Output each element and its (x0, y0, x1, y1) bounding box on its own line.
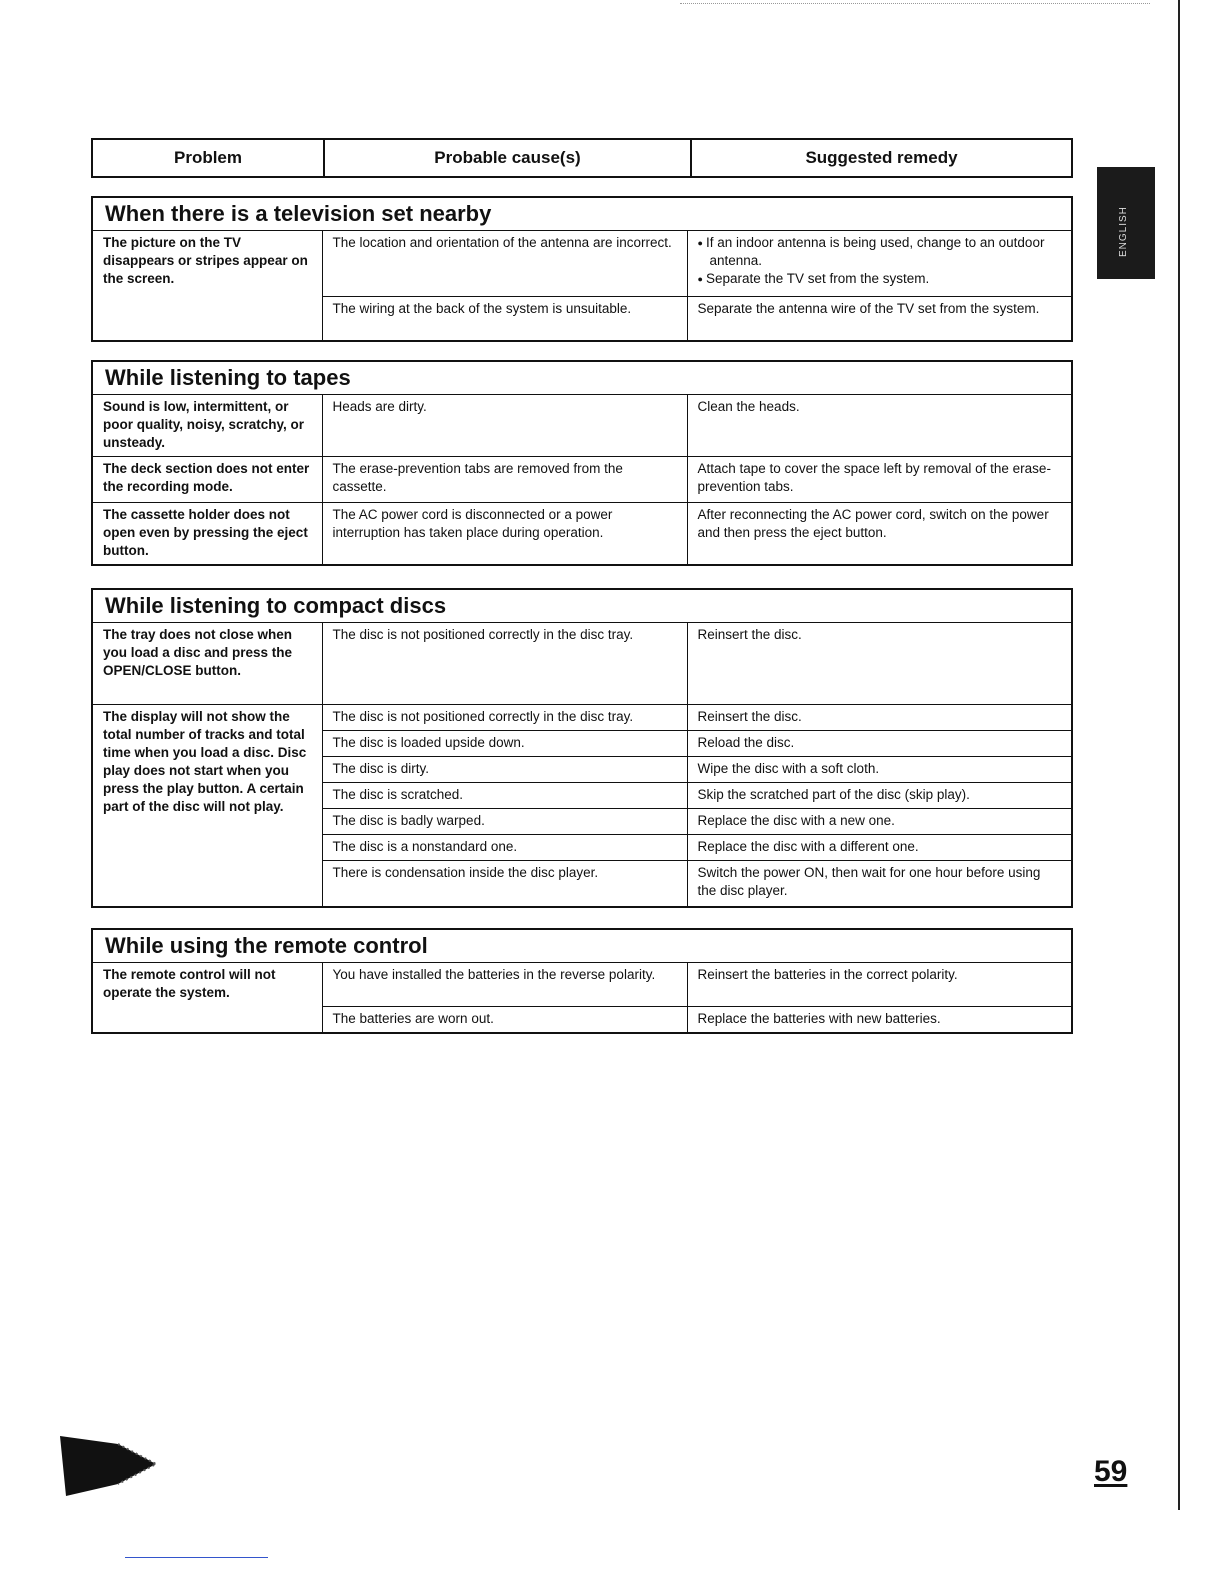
section-tv (91, 196, 1073, 342)
cause-cell: The disc is loaded upside down. (322, 731, 687, 757)
remedy-cell: Reinsert the disc. (687, 705, 1072, 731)
remedy-cell: Reinsert the batteries in the correct polarity. (687, 963, 1072, 1007)
problem-cell: The remote control will not operate the system. (92, 963, 322, 1034)
remedy-cell: Attach tape to cover the space left by removal of the erase-prevention tabs. (687, 457, 1072, 503)
remedy-cell: Replace the batteries with new batteries. (687, 1007, 1072, 1034)
remedy-cell: Wipe the disc with a soft cloth. (687, 757, 1072, 783)
section-title: When there is a television set nearby (92, 197, 1072, 231)
remedy-bullet: ● Separate the TV set from the system. (698, 270, 1062, 288)
header-remedy: Suggested remedy (805, 148, 958, 167)
section-title: While listening to tapes (92, 361, 1072, 395)
remedy-cell: Replace the disc with a new one. (687, 809, 1072, 835)
cause-cell: The disc is not positioned correctly in the disc tray. (322, 623, 687, 705)
cause-cell: The batteries are worn out. (322, 1007, 687, 1034)
remedy-cell: After reconnecting the AC power cord, switch on the power and then press the eject button. (687, 503, 1072, 566)
header-cause: Probable cause(s) (325, 140, 692, 176)
column-header (91, 138, 1073, 178)
remedy-cell: Reinsert the disc. (687, 623, 1072, 705)
cause-cell: The disc is a nonstandard one. (322, 835, 687, 861)
section-tapes (91, 360, 1073, 566)
problem-cell: The tray does not close when you load a disc and press the OPEN/CLOSE button. (92, 623, 322, 705)
cause-cell: You have installed the batteries in the reverse polarity. (322, 963, 687, 1007)
cause-cell: The location and orientation of the antenna are incorrect. (322, 231, 687, 297)
header-problem: Problem (93, 140, 325, 176)
cause-cell: Heads are dirty. (322, 395, 687, 457)
problem-cell: The picture on the TV disappears or stripes appear on the screen. (92, 231, 322, 341)
remedy-cell: Clean the heads. (687, 395, 1072, 457)
cause-cell: The disc is not positioned correctly in the disc tray. (322, 705, 687, 731)
cause-cell: There is condensation inside the disc player. (322, 861, 687, 907)
cause-cell: The erase-prevention tabs are removed from the cassette. (322, 457, 687, 503)
problem-cell: The deck section does not enter the recording mode. (92, 457, 322, 503)
page-number: 59 (1094, 1455, 1128, 1488)
section-title: While listening to compact discs (92, 589, 1072, 623)
remedy-cell: Separate the antenna wire of the TV set from the system. (687, 297, 1072, 341)
remedy-cell: Skip the scratched part of the disc (skip play). (687, 783, 1072, 809)
language-tab-label: ENGLISH (1118, 206, 1129, 257)
cause-cell: The disc is scratched. (322, 783, 687, 809)
remedy-bullet: ● If an indoor antenna is being used, change to an outdoor antenna. (698, 234, 1062, 270)
remedy-cell (687, 231, 1072, 297)
problem-cell: The cassette holder does not open even by pressing the eject button. (92, 503, 322, 566)
problem-cell: The display will not show the total number of tracks and total time when you load a disc. Disc play does not start when you press the play button. A certain part of the disc will not play. (92, 705, 322, 907)
cause-cell: The disc is dirty. (322, 757, 687, 783)
remedy-cell: Replace the disc with a different one. (687, 835, 1072, 861)
problem-cell: Sound is low, intermittent, or poor quality, noisy, scratchy, or unsteady. (92, 395, 322, 457)
continue-arrow-icon (58, 1430, 168, 1500)
top-edge-dots (680, 3, 1150, 4)
cause-cell: The wiring at the back of the system is unsuitable. (322, 297, 687, 341)
right-margin-rule (1178, 0, 1180, 1510)
language-tab (1097, 167, 1155, 279)
remedy-cell: Switch the power ON, then wait for one hour before using the disc player. (687, 861, 1072, 907)
cause-cell: The AC power cord is disconnected or a power interruption has taken place during operation. (322, 503, 687, 566)
cause-cell: The disc is badly warped. (322, 809, 687, 835)
remedy-cell: Reload the disc. (687, 731, 1072, 757)
section-compact-discs (91, 588, 1073, 908)
footer-line (125, 1557, 268, 1558)
section-title: While using the remote control (92, 929, 1072, 963)
section-remote-control (91, 928, 1073, 1034)
